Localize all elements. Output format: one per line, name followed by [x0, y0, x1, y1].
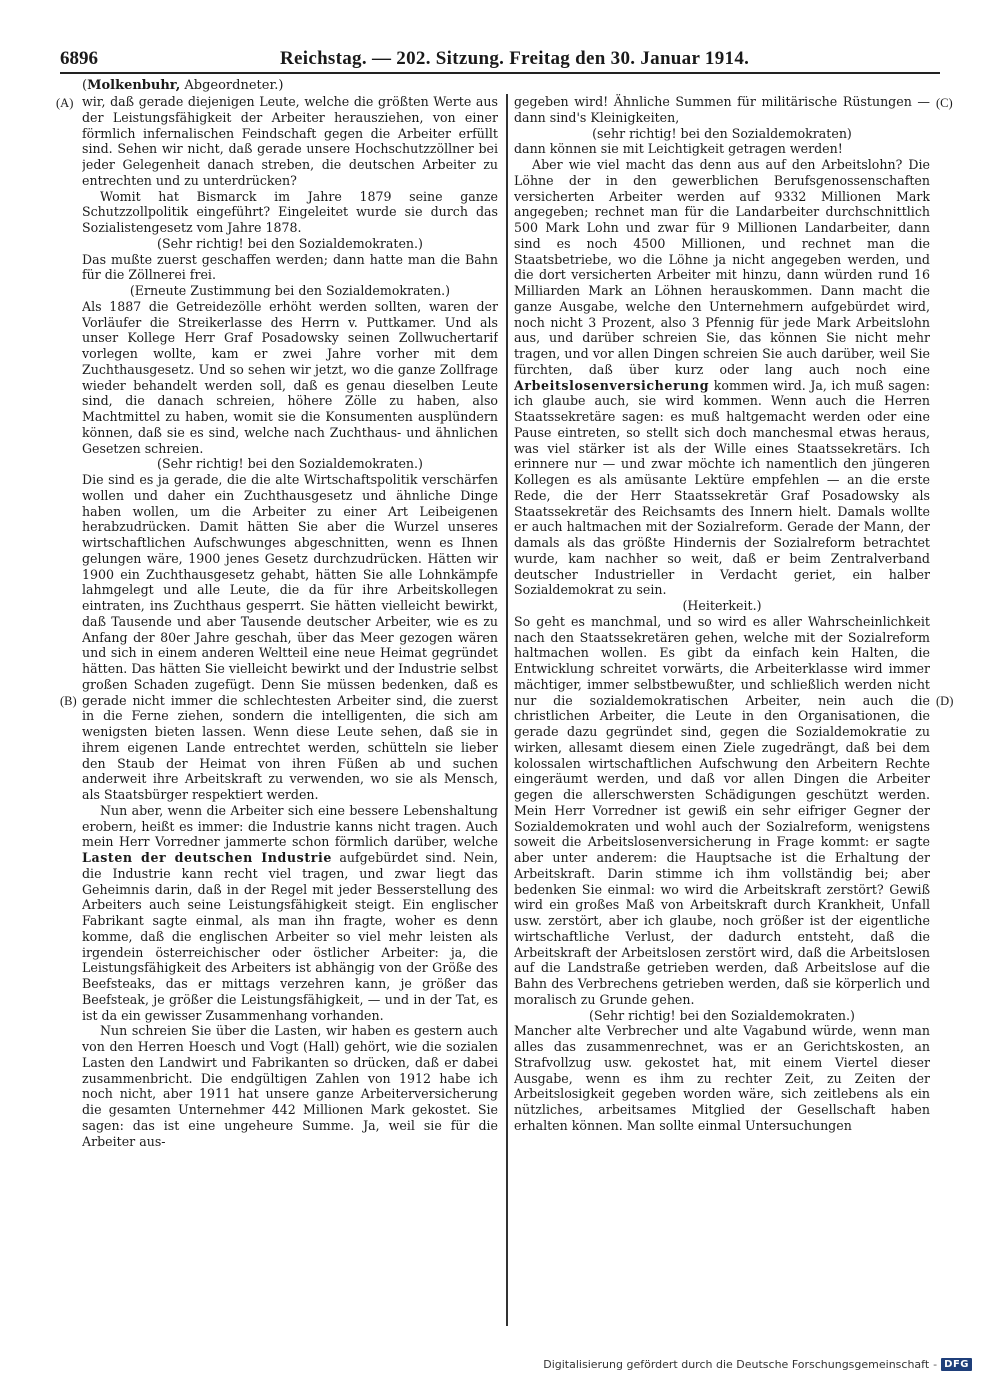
interjection — [514, 126, 930, 142]
paragraph — [82, 94, 498, 189]
footer-credit — [543, 1358, 972, 1371]
paragraph-text: dann können sie mit Leichtigkeit getragen werden! — [514, 141, 843, 157]
margin-mark-c: (C) — [936, 96, 953, 110]
paragraph-text: Nun schreien Sie über die Lasten, wir haben es gestern auch von den Herren Hoesch und Vogt (Hall) gehört, wie die sozialen Lasten den Landwirt und Fabrikanten so drücken, daß er dabei zusammenbricht. Die endgültigen Zahlen von 1912 habe ich noch nicht, aber 1911 hat unsere ganze Arbeiterversicherung die gesamten Unternehmer 442 Millionen Mark gekostet. Sie sagen: das ist eine ungeheure Summe. Ja, weil sie für die Arbeiter aus- — [82, 1023, 498, 1149]
paragraph-text: (Sehr richtig! bei den Sozialdemokraten.) — [157, 456, 423, 472]
paragraph-text: (Sehr richtig! bei den Sozialdemokraten.) — [589, 1007, 855, 1023]
bold-heading-phrase: Arbeitslosenversicherung — [514, 377, 710, 393]
paragraph-text: (Erneute Zustimmung bei den Sozialdemokraten.) — [129, 283, 451, 298]
paragraph — [82, 299, 498, 457]
paragraph — [514, 94, 930, 126]
column-divider — [506, 94, 508, 1326]
right-text-column — [514, 94, 930, 1326]
left-text-column — [82, 94, 498, 1326]
header-rule — [60, 72, 940, 74]
paragraph-text: Das mußte zuerst geschaffen werden; dann hatte man die Bahn für die Zöllnerei frei. — [82, 251, 498, 283]
interjection — [514, 1008, 930, 1024]
paragraph-text: gegeben wird! Ähnliche Summen für militärische Rüstungen — dann sind's Kleinigkeiten, — [514, 94, 930, 125]
paragraph — [82, 803, 498, 1024]
paragraph — [514, 614, 930, 1008]
paragraph-text: Aber wie viel macht das denn aus auf den Arbeitslohn? Die Löhne der in den gewerblichen Berufsgenossenschaften versicherten Arbeiter werden auf 9332 Millionen Mark angegeben; rechnet man für die Landarbeiter durchschnittlich 500 Mark Lohn und zwar für 9 Millionen Landarbeiter, dann sind es noch 4500 Millionen, und rechnet man die Staatsbetriebe, wo die Löhne ja nicht angegeben werden, und die dort versicherten Arbeiter mit hinzu, dann würden rund 16 Milliarden Mark an Löhnen herauskommen. Dann macht die ganze Ausgabe, welche den Unternehmern aufgebürdet wird, noch nicht 3 Prozent, also 3 Pfennig für jede Mark Arbeitslohn aus, und darüber schreien Sie, das können Sie nicht mehr tragen, und vor allen Dingen schreien Sie auch darüber, weil Sie fürchten, daß über kurz oder lang auch noch eine — [514, 157, 930, 377]
margin-mark-b: (B) — [60, 694, 77, 708]
page-header — [60, 44, 940, 74]
page-number: 6896 — [60, 48, 98, 69]
paragraph — [82, 1023, 498, 1149]
margin-mark-a: (A) — [56, 96, 74, 110]
interjection — [82, 236, 498, 252]
speaker-name: Molkenbuhr, — [87, 78, 181, 93]
paragraph-text: Mancher alte Verbrecher und alte Vagabund würde, wenn man alles das zusammenrechnet, was er an Gerichtskosten, an Strafvollzug usw. gekostet hat, mit einem Viertel dieser Ausgabe, wenn es ihm zu rechter Zeit, zu Zeiten der Arbeitslosigkeit gegeben worden wäre, sich zeitlebens als ein nützliches, arbeitsames Mitglied der Gesellschaft haben erhalten können. Man sollte einmal Untersuchungen — [514, 1023, 930, 1133]
interjection — [82, 456, 498, 472]
paragraph-text: Womit hat Bismarck im Jahre 1879 seine ganze Schutzzollpolitik eingeführt? Eingeleitet wurde sie durch das Sozialistengesetz vom Jahre 1878. — [82, 188, 498, 235]
paragraph-text: (Heiterkeit.) — [682, 598, 762, 613]
speaker-open: ( — [82, 78, 88, 93]
paragraph-text: (sehr richtig! bei den Sozialdemokraten) — [592, 125, 852, 141]
footer-text: Digitalisierung gefördert durch die Deutsche Forschungsgemeinschaft — [543, 1358, 930, 1371]
running-title: Reichstag. — 202. Sitzung. Freitag den 30. Januar 1914. — [280, 48, 750, 69]
paragraph — [514, 157, 930, 598]
paragraph — [82, 189, 498, 236]
paragraph — [82, 472, 498, 803]
paragraph-text: Nun aber, wenn die Arbeiter sich eine bessere Lebenshaltung erobern, heißt es immer: die Industrie kanns nicht tragen. Auch mein Herr Vorredner jammerte schon förmlich darüber, welche — [82, 802, 498, 850]
paragraph — [82, 252, 498, 284]
interjection — [514, 598, 930, 614]
paragraph-text: Als 1887 die Getreidezölle erhöht werden sollten, waren der Vorläufer die Streikerlasse des Herrn v. Puttkamer. Und als unser Kollege Herr Graf Posadowsky seinen Zollwuchertarif vorlegen wollte, kam er zwei Jahre vorher mit dem Zuchthausgesetz. Und so sehen wir jetzt, wo die ganze Zollfrage wieder behandelt werden soll, daß es genau dieselben Leute sind, die danach schreien, höhere Zölle zu haben, also Machtmittel zu haben, womit sie die Konsumenten ausplündern können, daß sie es sind, welche nach Zuchthaus- und ähnlichen Gesetzen schreien. — [82, 298, 498, 456]
footer-separator: - — [933, 1358, 938, 1371]
dfg-logo: DFG — [941, 1358, 972, 1371]
speaker-role: Abgeordneter.) — [184, 78, 284, 93]
paragraph-text: Die sind es ja gerade, die die alte Wirtschaftspolitik verschärfen wollen und daher ein Zuchthausgesetz und ähnliche Dinge haben wollen, um die Arbeiter zu einer Art Leibeigenen herabzudrücken. Damit hätten Sie aber die Wurzel unseres wirtschaftlichen Aufschwunges abgeschnitten, wenn es Ihnen gelungen wäre, 1900 jenes Gesetz durchzudrücken. Hätten wir 1900 ein Zuchthausgesetz gehabt, hätten Sie alle Lohnkämpfe lahmgelegt und alle Leute, die da für ihre Arbeitskollegen eintraten, ins Zuchthaus gesperrt. Sie hätten vielleicht bewirkt, daß Tausende und aber Tausende deutscher Arbeiter, wie es zu Anfang der 80er Jahre geschah, über das Meer gezogen wären und sich in einem anderen Weltteil eine neue Heimat gegründet hätten. Das hätten Sie vielleicht bewirkt und der Industrie selbst großen Schaden zugefügt. Denn Sie müssen bedenken, daß es gerade nicht immer die schlechtesten Arbeiter sind, die zuerst in die Ferne ziehen, sondern die intelligenten, die sich am wenigsten bieten lassen. Wenn diese Leute sehen, daß sie in ihrem eigenen Lande entrechtet werden, schütteln sie lieber den Staub der Heimat von ihren Füßen ab und suchen anderweit ihre Arbeitskraft zu verwenden, wo sie als Mensch, als Staatsbürger respektiert werden. — [82, 472, 498, 802]
speaker-line — [82, 78, 283, 93]
margin-mark-d: (D) — [936, 694, 954, 708]
paragraph — [514, 1023, 930, 1133]
paragraph — [514, 141, 930, 157]
interjection — [82, 283, 498, 299]
paragraph-continuation: aufgebürdet sind. Nein, die Industrie kann recht viel tragen, und zwar liegt das Geheimnis darin, daß in der Regel mit jeder Besserstellung des Arbeiters auch seine Leistungsfähigkeit steigt. Ein englischer Fabrikant sagte einmal, als man ihn fragte, woher es denn komme, daß die englischen Arbeiter so viel mehr leisten als irgendein österreichischer oder östlicher Arbeiter: ja, die Leistungsfähigkeit des Arbeiters ist abhängig von der Größe des Beefsteaks, das er mittags verzehren kann, je größer das Beefsteak, je größer die Leistungsfähigkeit, — und in der Tat, es ist da ein gewisser Zusammenhang vorhanden. — [82, 850, 498, 1023]
paragraph-continuation: kommen wird. Ja, ich muß sagen: ich glaube auch, sie wird kommen. Wenn auch die Herren Staatssekretäre sagen: es muß haltgemacht werden oder eine Pause eintreten, so stellt sich doch manchesmal etwas heraus, was viel stärker ist als der Wille eines Staatssekretärs. Ich erinnere nur — und zwar möchte ich namentlich den jüngeren Kollegen es als amüsante Lektüre empfehlen — an die erste Rede, die der Herr Staatssekretär Graf Posadowsky als Staatssekretär des Reichsamts des Innern hielt. Damals wollte er auch haltmachen mit der Sozialreform. Gerade der Mann, der damals als das größte Hindernis der Sozialreform betrachtet wurde, kam nachher so weit, daß er beim Zentralverband deutscher Industrieller in Verdacht geriet, ein halber Sozialdemokrat zu sein. — [514, 377, 930, 598]
paragraph-text: So geht es manchmal, und so wird es aller Wahrscheinlichkeit nach den Staatssekretären gehen, welche mit der Sozialreform haltmachen wollen. Es gibt da einfach kein Halten, die Entwicklung schreitet vorwärts, die Arbeiterklasse wird immer mächtiger, immer selbstbewußter, und schließlich werden nicht nur die sozialdemokratischen Arbeiter, nein auch die christlichen Arbeiter, die Leute in den Organisationen, die gerade dazu gegründet sind, gegen die Sozialdemokratie zu wirken, allesamt diesem einen Ziele zugedrängt, daß bei dem kolossalen wirtschaftlichen Aufschwung den Arbeitern Rechte eingeräumt werden, und daß vor allen Dingen die Arbeiter gegen die allerschwersten Schädigungen geschützt werden. Mein Herr Vorredner ist gewiß ein sehr eifriger Gegner der Sozialdemokraten und wohl auch der Sozialreform, wenigstens soweit die Arbeitslosenversicherung in Frage kommt: er sagte aber unter anderem: die Hauptsache ist die Erhaltung der Arbeitskraft. Darin stimme ich ihm vollständig bei; aber bedenken Sie einmal: wo wird die Arbeitskraft zerstört? Gewiß wird ein großes Maß von Arbeitskraft durch Krankheit, Unfall usw. zerstört, aber ich glaube, noch größer ist der eigentliche wirtschaftliche Verlust, der dadurch entsteht, daß die Arbeitskraft der Arbeitslosen zerstört wird, daß die Arbeitslosen auf die Landstraße getrieben werden, daß Arbeitslose auf die Bahn des Verbrechens getrieben werden, daß sie körperlich und moralisch zu Grunde gehen. — [514, 613, 930, 1007]
paragraph-text: wir, daß gerade diejenigen Leute, welche die größten Werte aus der Leistungsfähigkeit der Arbeiter herausziehen, von einer förmlich infernalischen Feindschaft gegen die Arbeiter erfüllt sind. Sehen wir nicht, daß gerade unsere Hochschutzzöllner bei jeder Gelegenheit danach streben, die deutschen Arbeiter zu entrechten und zu unterdrücken? — [82, 94, 498, 188]
paragraph-text: (Sehr richtig! bei den Sozialdemokraten.) — [157, 235, 423, 251]
bold-heading-phrase: Lasten der deutschen Industrie — [82, 850, 333, 865]
